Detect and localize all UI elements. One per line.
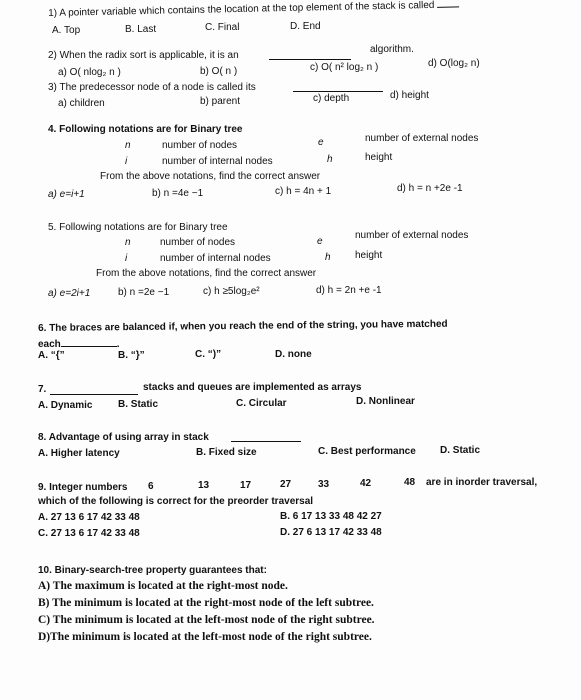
q4-def-n: number of nodes — [162, 140, 238, 151]
q2-option-c: c) O( n² log₂ n ) — [310, 62, 379, 73]
q8-option-a: A. Higher latency — [38, 448, 120, 459]
q4-def-i: number of internal nodes — [162, 156, 273, 167]
q9-tail: are in inorder traversal, — [426, 477, 538, 488]
q1-text — [48, 0, 459, 20]
q2-text-b: algorithm. — [370, 44, 414, 55]
q7-option-d: D. Nonlinear — [356, 396, 415, 407]
q4-def-h: height — [365, 152, 393, 163]
q1-option-c: C. Final — [205, 22, 240, 33]
q2-blank — [269, 50, 351, 60]
q9-number-1: 6 — [148, 481, 154, 492]
q10-option-d: D)The minimum is located at the left-most node of the right subtree. — [38, 631, 372, 643]
q10-option-b: B) The minimum is located at the right-most node of the left subtree. — [38, 597, 374, 609]
q5-sym-e: e — [317, 236, 323, 247]
q7-num: 7. — [38, 384, 47, 395]
q4-sym-i: i — [125, 156, 128, 167]
q3-blank — [293, 82, 383, 92]
q10-option-a: A) The maximum is located at the right-most node. — [38, 580, 288, 592]
q9-label: 9. Integer numbers — [38, 482, 128, 493]
q6-option-a: A. “{” — [38, 350, 65, 361]
q3-option-d: d) height — [390, 90, 429, 101]
q5-option-c: c) h ≥5log₂e² — [203, 286, 260, 297]
q6-blank — [61, 337, 117, 347]
q9-number-4: 27 — [280, 479, 292, 490]
q3-option-a: a) children — [58, 98, 105, 109]
q8-option-b: B. Fixed size — [196, 447, 257, 458]
q9-option-c: C. 27 13 6 17 42 33 48 — [38, 528, 140, 539]
q6-text2: each . — [38, 339, 120, 350]
q7-blank — [50, 385, 138, 395]
q10-option-c: C) The minimum is located at the left-most node of the right subtree. — [38, 614, 375, 626]
q6-option-c: C. “)” — [195, 349, 222, 360]
q5-option-b: b) n =2e −1 — [118, 287, 170, 298]
q4-def-e: number of external nodes — [365, 133, 479, 144]
q4-option-b: b) n =4e −1 — [152, 188, 204, 199]
q5-option-a: a) e=2i+1 — [48, 288, 91, 299]
q1-blank — [437, 0, 459, 8]
q8-text: 8. Advantage of using array in stack — [38, 432, 209, 443]
q7-option-a: A. Dynamic — [38, 400, 93, 411]
q5-def-n: number of nodes — [160, 237, 236, 248]
q5-prompt: From the above notations, find the correct answer — [96, 268, 317, 279]
q4-sym-n: n — [125, 140, 131, 151]
q2-option-a: a) O( nlog₂ n ) — [58, 67, 121, 78]
q1-option-b: B. Last — [125, 24, 157, 35]
q8-blank — [231, 432, 301, 442]
q5-sym-i: i — [125, 253, 128, 264]
q7-option-c: C. Circular — [236, 398, 287, 409]
q9-option-b: B. 6 17 13 33 48 42 27 — [280, 511, 382, 522]
q3-option-b: b) parent — [200, 96, 241, 107]
q4-sym-e: e — [318, 137, 324, 148]
q4-prompt: From the above notations, find the correct answer — [100, 171, 321, 182]
q10-text: 10. Binary-search-tree property guarantees that: — [38, 565, 267, 576]
q2-text-a: 2) When the radix sort is applicable, it is an — [48, 50, 239, 61]
q9-number-7: 48 — [404, 477, 416, 488]
q9-option-d: D. 27 6 13 17 42 33 48 — [280, 527, 382, 538]
q9-number-6: 42 — [360, 478, 372, 489]
q9-number-5: 33 — [318, 479, 330, 490]
q5-def-e: number of external nodes — [355, 230, 469, 241]
q5-sym-n: n — [125, 237, 131, 248]
q6-option-b: B. “}” — [118, 350, 145, 361]
q2-option-d: d) O(log₂ n) — [428, 58, 480, 69]
q1-option-a: A. Top — [52, 25, 81, 36]
q4-option-c: c) h = 4n + 1 — [275, 186, 332, 197]
q5-intro: 5. Following notations are for Binary tree — [48, 222, 228, 233]
q6-each: each — [38, 339, 61, 350]
q1-question: 1) A pointer variable which contains the location at the top element of the stack is called — [48, 0, 435, 19]
q5-def-i: number of internal nodes — [160, 253, 271, 264]
q4-option-a: a) e=i+1 — [48, 189, 85, 200]
q1-option-d: D. End — [290, 21, 321, 32]
q6-option-d: D. none — [275, 349, 312, 360]
q6-text: 6. The braces are balanced if, when you reach the end of the string, you have matched — [38, 318, 448, 334]
q8-option-c: C. Best performance — [318, 446, 416, 457]
q5-def-h: height — [355, 250, 383, 261]
q3-option-c: c) depth — [313, 93, 350, 104]
q3-text: 3) The predecessor node of a node is called its — [48, 82, 256, 93]
q7-option-b: B. Static — [118, 399, 159, 410]
q4-sym-h: h — [327, 154, 333, 165]
q9-number-2: 13 — [198, 480, 210, 491]
q2-option-b: b) O( n ) — [200, 66, 238, 77]
q8-option-d: D. Static — [440, 445, 481, 456]
q4-intro: 4. Following notations are for Binary tree — [48, 124, 243, 135]
q5-sym-h: h — [325, 252, 331, 263]
q7-text: stacks and queues are implemented as arrays — [143, 382, 362, 393]
q5-option-d: d) h = 2n +e -1 — [316, 285, 382, 296]
q9-number-3: 17 — [240, 480, 252, 491]
q9-option-a: A. 27 13 6 17 42 33 48 — [38, 512, 140, 523]
q4-option-d: d) h = n +2e -1 — [397, 183, 463, 194]
q9-text2: which of the following is correct for the preorder traversal — [38, 496, 314, 507]
